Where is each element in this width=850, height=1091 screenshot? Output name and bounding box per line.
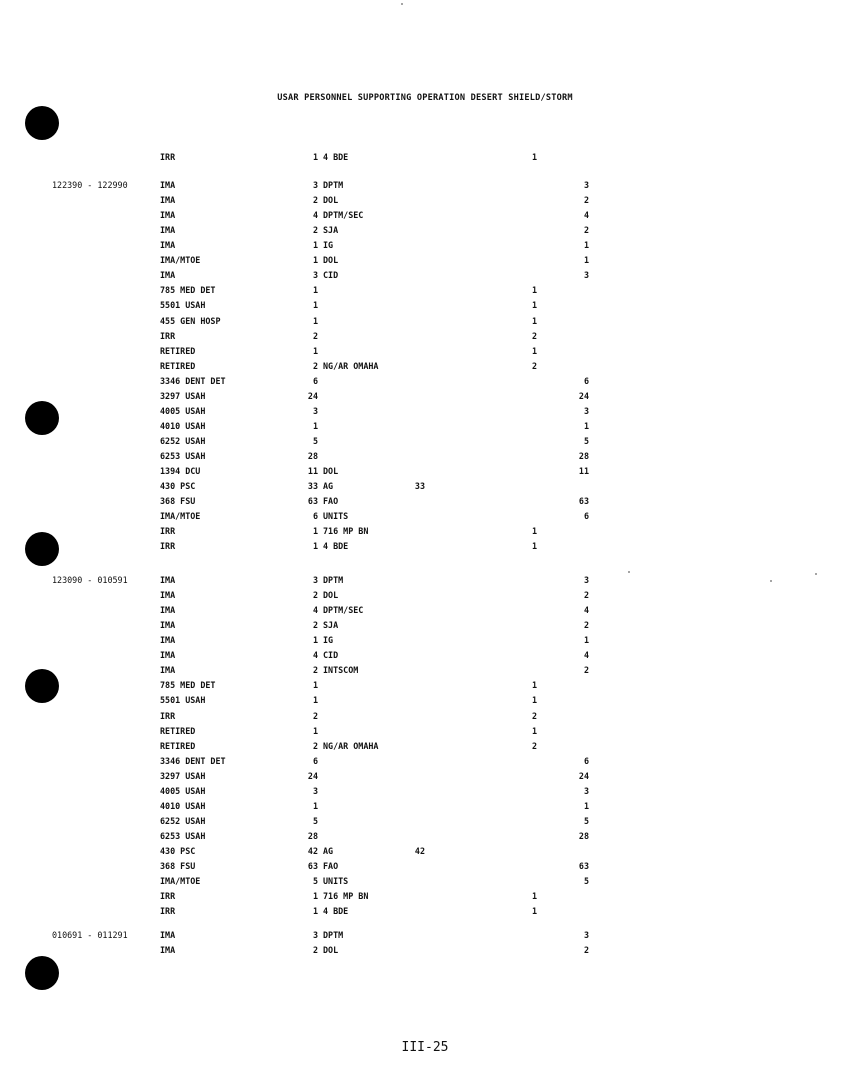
- type-cell: 6253 USAH: [160, 451, 206, 461]
- type-cell: 4005 USAH: [160, 406, 206, 416]
- count-cell: 5: [312, 876, 318, 886]
- org-cell: 4 BDE: [323, 152, 349, 162]
- type-cell: IMA: [160, 590, 176, 600]
- type-cell: 3346 DENT DET: [160, 756, 226, 766]
- col2-total-cell: 1: [531, 346, 537, 356]
- org-cell: DPTM/SEC: [323, 605, 364, 615]
- period-cell: 010691 - 011291: [52, 930, 128, 940]
- type-cell: IMA: [160, 620, 176, 630]
- org-cell: NG/AR OMAHA: [323, 361, 379, 371]
- col3-total-cell: 6: [583, 756, 589, 766]
- count-cell: 1: [312, 285, 318, 295]
- col3-total-cell: 1: [583, 240, 589, 250]
- org-cell: FAO: [323, 496, 339, 506]
- table-row: [0, 769, 850, 784]
- table-row: [0, 663, 850, 678]
- page-number: III-25: [401, 1040, 449, 1055]
- type-cell: RETIRED: [160, 741, 196, 751]
- count-cell: 2: [312, 665, 318, 675]
- type-cell: RETIRED: [160, 346, 196, 356]
- table-row: [0, 178, 850, 193]
- table-row: [0, 298, 850, 313]
- org-cell: CID: [323, 650, 339, 660]
- count-cell: 2: [312, 945, 318, 955]
- table-row: [0, 739, 850, 754]
- col3-total-cell: 1: [583, 421, 589, 431]
- table-row: [0, 928, 850, 943]
- count-cell: 2: [312, 225, 318, 235]
- col3-total-cell: 2: [583, 195, 589, 205]
- count-cell: 2: [312, 711, 318, 721]
- type-cell: IRR: [160, 152, 176, 162]
- table-row: [0, 434, 850, 449]
- count-cell: 5: [312, 436, 318, 446]
- type-cell: RETIRED: [160, 361, 196, 371]
- type-cell: 3297 USAH: [160, 391, 206, 401]
- type-cell: 785 MED DET: [160, 680, 216, 690]
- count-cell: 1: [312, 421, 318, 431]
- org-cell: INTSCOM: [323, 665, 359, 675]
- type-cell: IRR: [160, 906, 176, 916]
- count-cell: 5: [312, 816, 318, 826]
- col3-total-cell: 4: [583, 210, 589, 220]
- table-row: [0, 889, 850, 904]
- table-row: [0, 709, 850, 724]
- count-cell: 2: [312, 741, 318, 751]
- table-row: [0, 449, 850, 464]
- type-cell: 3297 USAH: [160, 771, 206, 781]
- table-row: [0, 829, 850, 844]
- table-row: [0, 238, 850, 253]
- type-cell: IMA/MTOE: [160, 876, 201, 886]
- col3-total-cell: 1: [583, 255, 589, 265]
- count-cell: 6: [312, 511, 318, 521]
- col3-total-cell: 3: [583, 786, 589, 796]
- type-cell: 785 MED DET: [160, 285, 216, 295]
- table-row: [0, 283, 850, 298]
- table-row: [0, 494, 850, 509]
- table-row: [0, 389, 850, 404]
- table-row: [0, 268, 850, 283]
- count-cell: 1: [312, 906, 318, 916]
- type-cell: 5501 USAH: [160, 300, 206, 310]
- col2-total-cell: 1: [531, 285, 537, 295]
- table-row: [0, 859, 850, 874]
- speck: [401, 3, 403, 5]
- count-cell: 1: [312, 346, 318, 356]
- table-row: [0, 648, 850, 663]
- col2-total-cell: 1: [531, 316, 537, 326]
- col2-total-cell: 1: [531, 726, 537, 736]
- org-cell: FAO: [323, 861, 339, 871]
- table-row: [0, 678, 850, 693]
- count-cell: 3: [312, 786, 318, 796]
- count-cell: 3: [312, 930, 318, 940]
- col3-total-cell: 4: [583, 605, 589, 615]
- count-cell: 1: [312, 695, 318, 705]
- punch-hole-1: [25, 106, 59, 140]
- col3-total-cell: 24: [578, 391, 589, 401]
- org-cell: AG: [323, 846, 334, 856]
- count-cell: 1: [312, 526, 318, 536]
- org-cell: AG: [323, 481, 334, 491]
- org-cell: SJA: [323, 620, 339, 630]
- count-cell: 63: [307, 496, 318, 506]
- org-cell: IG: [323, 240, 334, 250]
- type-cell: IRR: [160, 331, 176, 341]
- count-cell: 2: [312, 620, 318, 630]
- col3-total-cell: 63: [578, 496, 589, 506]
- col3-total-cell: 6: [583, 376, 589, 386]
- col3-total-cell: 1: [583, 635, 589, 645]
- count-cell: 6: [312, 376, 318, 386]
- type-cell: IMA: [160, 225, 176, 235]
- count-cell: 4: [312, 210, 318, 220]
- table-row: [0, 150, 850, 165]
- type-cell: IMA: [160, 240, 176, 250]
- type-cell: IMA: [160, 605, 176, 615]
- type-cell: IRR: [160, 526, 176, 536]
- col3-total-cell: 1: [583, 801, 589, 811]
- type-cell: 3346 DENT DET: [160, 376, 226, 386]
- org-cell: DOL: [323, 195, 339, 205]
- punch-hole-5: [25, 956, 59, 990]
- col2-total-cell: 1: [531, 526, 537, 536]
- count-cell: 1: [312, 801, 318, 811]
- table-row: [0, 784, 850, 799]
- table-row: [0, 603, 850, 618]
- type-cell: IRR: [160, 541, 176, 551]
- org-cell: DPTM: [323, 180, 344, 190]
- org-cell: DPTM: [323, 575, 344, 585]
- count-cell: 1: [312, 240, 318, 250]
- col3-total-cell: 2: [583, 590, 589, 600]
- org-cell: 4 BDE: [323, 906, 349, 916]
- col2-total-cell: 2: [531, 361, 537, 371]
- table-row: [0, 329, 850, 344]
- type-cell: IMA: [160, 930, 176, 940]
- type-cell: 4005 USAH: [160, 786, 206, 796]
- count-cell: 33: [307, 481, 318, 491]
- org-cell: DOL: [323, 466, 339, 476]
- type-cell: 6252 USAH: [160, 436, 206, 446]
- type-cell: IMA: [160, 180, 176, 190]
- count-cell: 24: [307, 391, 318, 401]
- col2-total-cell: 1: [531, 152, 537, 162]
- col3-total-cell: 6: [583, 511, 589, 521]
- type-cell: 430 PSC: [160, 846, 196, 856]
- col3-total-cell: 3: [583, 180, 589, 190]
- table-row: [0, 874, 850, 889]
- table-row: [0, 253, 850, 268]
- col2-total-cell: 1: [531, 891, 537, 901]
- table-row: [0, 479, 850, 494]
- count-cell: 63: [307, 861, 318, 871]
- count-cell: 1: [312, 316, 318, 326]
- document-title: USAR PERSONNEL SUPPORTING OPERATION DESERT SHIELD/STORM: [277, 93, 573, 103]
- count-cell: 3: [312, 180, 318, 190]
- type-cell: IMA: [160, 195, 176, 205]
- table-row: [0, 799, 850, 814]
- count-cell: 1: [312, 891, 318, 901]
- col3-total-cell: 63: [578, 861, 589, 871]
- count-cell: 4: [312, 650, 318, 660]
- table-row: [0, 524, 850, 539]
- table-row: [0, 223, 850, 238]
- col3-total-cell: 2: [583, 620, 589, 630]
- type-cell: IMA: [160, 945, 176, 955]
- table-row: [0, 754, 850, 769]
- col2-total-cell: 1: [531, 300, 537, 310]
- table-row: [0, 359, 850, 374]
- table-row: [0, 509, 850, 524]
- col3-total-cell: 5: [583, 876, 589, 886]
- type-cell: IMA/MTOE: [160, 255, 201, 265]
- col2-total-cell: 2: [531, 331, 537, 341]
- count-cell: 6: [312, 756, 318, 766]
- col3-total-cell: 5: [583, 436, 589, 446]
- org-cell: SJA: [323, 225, 339, 235]
- count-cell: 3: [312, 406, 318, 416]
- type-cell: 430 PSC: [160, 481, 196, 491]
- col3-total-cell: 3: [583, 406, 589, 416]
- col2-total-cell: 1: [531, 680, 537, 690]
- table-row: [0, 844, 850, 859]
- col3-total-cell: 28: [578, 831, 589, 841]
- org-cell: DPTM: [323, 930, 344, 940]
- type-cell: RETIRED: [160, 726, 196, 736]
- table-row: [0, 693, 850, 708]
- org-cell: DPTM/SEC: [323, 210, 364, 220]
- table-row: [0, 814, 850, 829]
- table-row: [0, 344, 850, 359]
- col2-total-cell: 1: [531, 695, 537, 705]
- type-cell: IMA/MTOE: [160, 511, 201, 521]
- table-row: [0, 419, 850, 434]
- type-cell: 1394 DCU: [160, 466, 201, 476]
- table-row: [0, 943, 850, 958]
- table-row: [0, 314, 850, 329]
- type-cell: IMA: [160, 270, 176, 280]
- count-cell: 1: [312, 300, 318, 310]
- col3-total-cell: 4: [583, 650, 589, 660]
- count-cell: 1: [312, 726, 318, 736]
- count-cell: 28: [307, 831, 318, 841]
- count-cell: 2: [312, 361, 318, 371]
- count-cell: 42: [307, 846, 318, 856]
- type-cell: 4010 USAH: [160, 421, 206, 431]
- org-cell: DOL: [323, 590, 339, 600]
- col2-total-cell: 2: [531, 741, 537, 751]
- col1-total-cell: 33: [414, 481, 425, 491]
- table-row: [0, 724, 850, 739]
- type-cell: IMA: [160, 635, 176, 645]
- period-cell: 122390 - 122990: [52, 180, 128, 190]
- count-cell: 1: [312, 635, 318, 645]
- col3-total-cell: 3: [583, 930, 589, 940]
- type-cell: 368 FSU: [160, 861, 196, 871]
- col3-total-cell: 5: [583, 816, 589, 826]
- period-cell: 123090 - 010591: [52, 575, 128, 585]
- count-cell: 2: [312, 195, 318, 205]
- org-cell: DOL: [323, 945, 339, 955]
- col3-total-cell: 3: [583, 270, 589, 280]
- type-cell: 455 GEN HOSP: [160, 316, 221, 326]
- count-cell: 4: [312, 605, 318, 615]
- col3-total-cell: 2: [583, 665, 589, 675]
- count-cell: 2: [312, 331, 318, 341]
- table-row: [0, 573, 850, 588]
- type-cell: IRR: [160, 891, 176, 901]
- count-cell: 24: [307, 771, 318, 781]
- table-row: [0, 633, 850, 648]
- col1-total-cell: 42: [414, 846, 425, 856]
- type-cell: 6252 USAH: [160, 816, 206, 826]
- table-row: [0, 404, 850, 419]
- count-cell: 3: [312, 575, 318, 585]
- col2-total-cell: 1: [531, 541, 537, 551]
- type-cell: IMA: [160, 650, 176, 660]
- count-cell: 2: [312, 590, 318, 600]
- count-cell: 28: [307, 451, 318, 461]
- count-cell: 1: [312, 680, 318, 690]
- table-row: [0, 208, 850, 223]
- org-cell: 716 MP BN: [323, 891, 369, 901]
- org-cell: 4 BDE: [323, 541, 349, 551]
- count-cell: 11: [307, 466, 318, 476]
- table-row: [0, 374, 850, 389]
- table-row: [0, 464, 850, 479]
- col3-total-cell: 2: [583, 225, 589, 235]
- org-cell: NG/AR OMAHA: [323, 741, 379, 751]
- org-cell: 716 MP BN: [323, 526, 369, 536]
- col3-total-cell: 24: [578, 771, 589, 781]
- type-cell: IMA: [160, 665, 176, 675]
- org-cell: UNITS: [323, 511, 349, 521]
- type-cell: 6253 USAH: [160, 831, 206, 841]
- type-cell: IRR: [160, 711, 176, 721]
- type-cell: 5501 USAH: [160, 695, 206, 705]
- table-row: [0, 588, 850, 603]
- col2-total-cell: 1: [531, 906, 537, 916]
- type-cell: IMA: [160, 210, 176, 220]
- table-row: [0, 539, 850, 554]
- count-cell: 3: [312, 270, 318, 280]
- org-cell: DOL: [323, 255, 339, 265]
- type-cell: 368 FSU: [160, 496, 196, 506]
- count-cell: 1: [312, 152, 318, 162]
- col3-total-cell: 3: [583, 575, 589, 585]
- org-cell: IG: [323, 635, 334, 645]
- col3-total-cell: 11: [578, 466, 589, 476]
- org-cell: UNITS: [323, 876, 349, 886]
- org-cell: CID: [323, 270, 339, 280]
- type-cell: 4010 USAH: [160, 801, 206, 811]
- col3-total-cell: 28: [578, 451, 589, 461]
- table-row: [0, 193, 850, 208]
- count-cell: 1: [312, 541, 318, 551]
- col3-total-cell: 2: [583, 945, 589, 955]
- table-row: [0, 618, 850, 633]
- type-cell: IMA: [160, 575, 176, 585]
- col2-total-cell: 2: [531, 711, 537, 721]
- count-cell: 1: [312, 255, 318, 265]
- table-row: [0, 904, 850, 919]
